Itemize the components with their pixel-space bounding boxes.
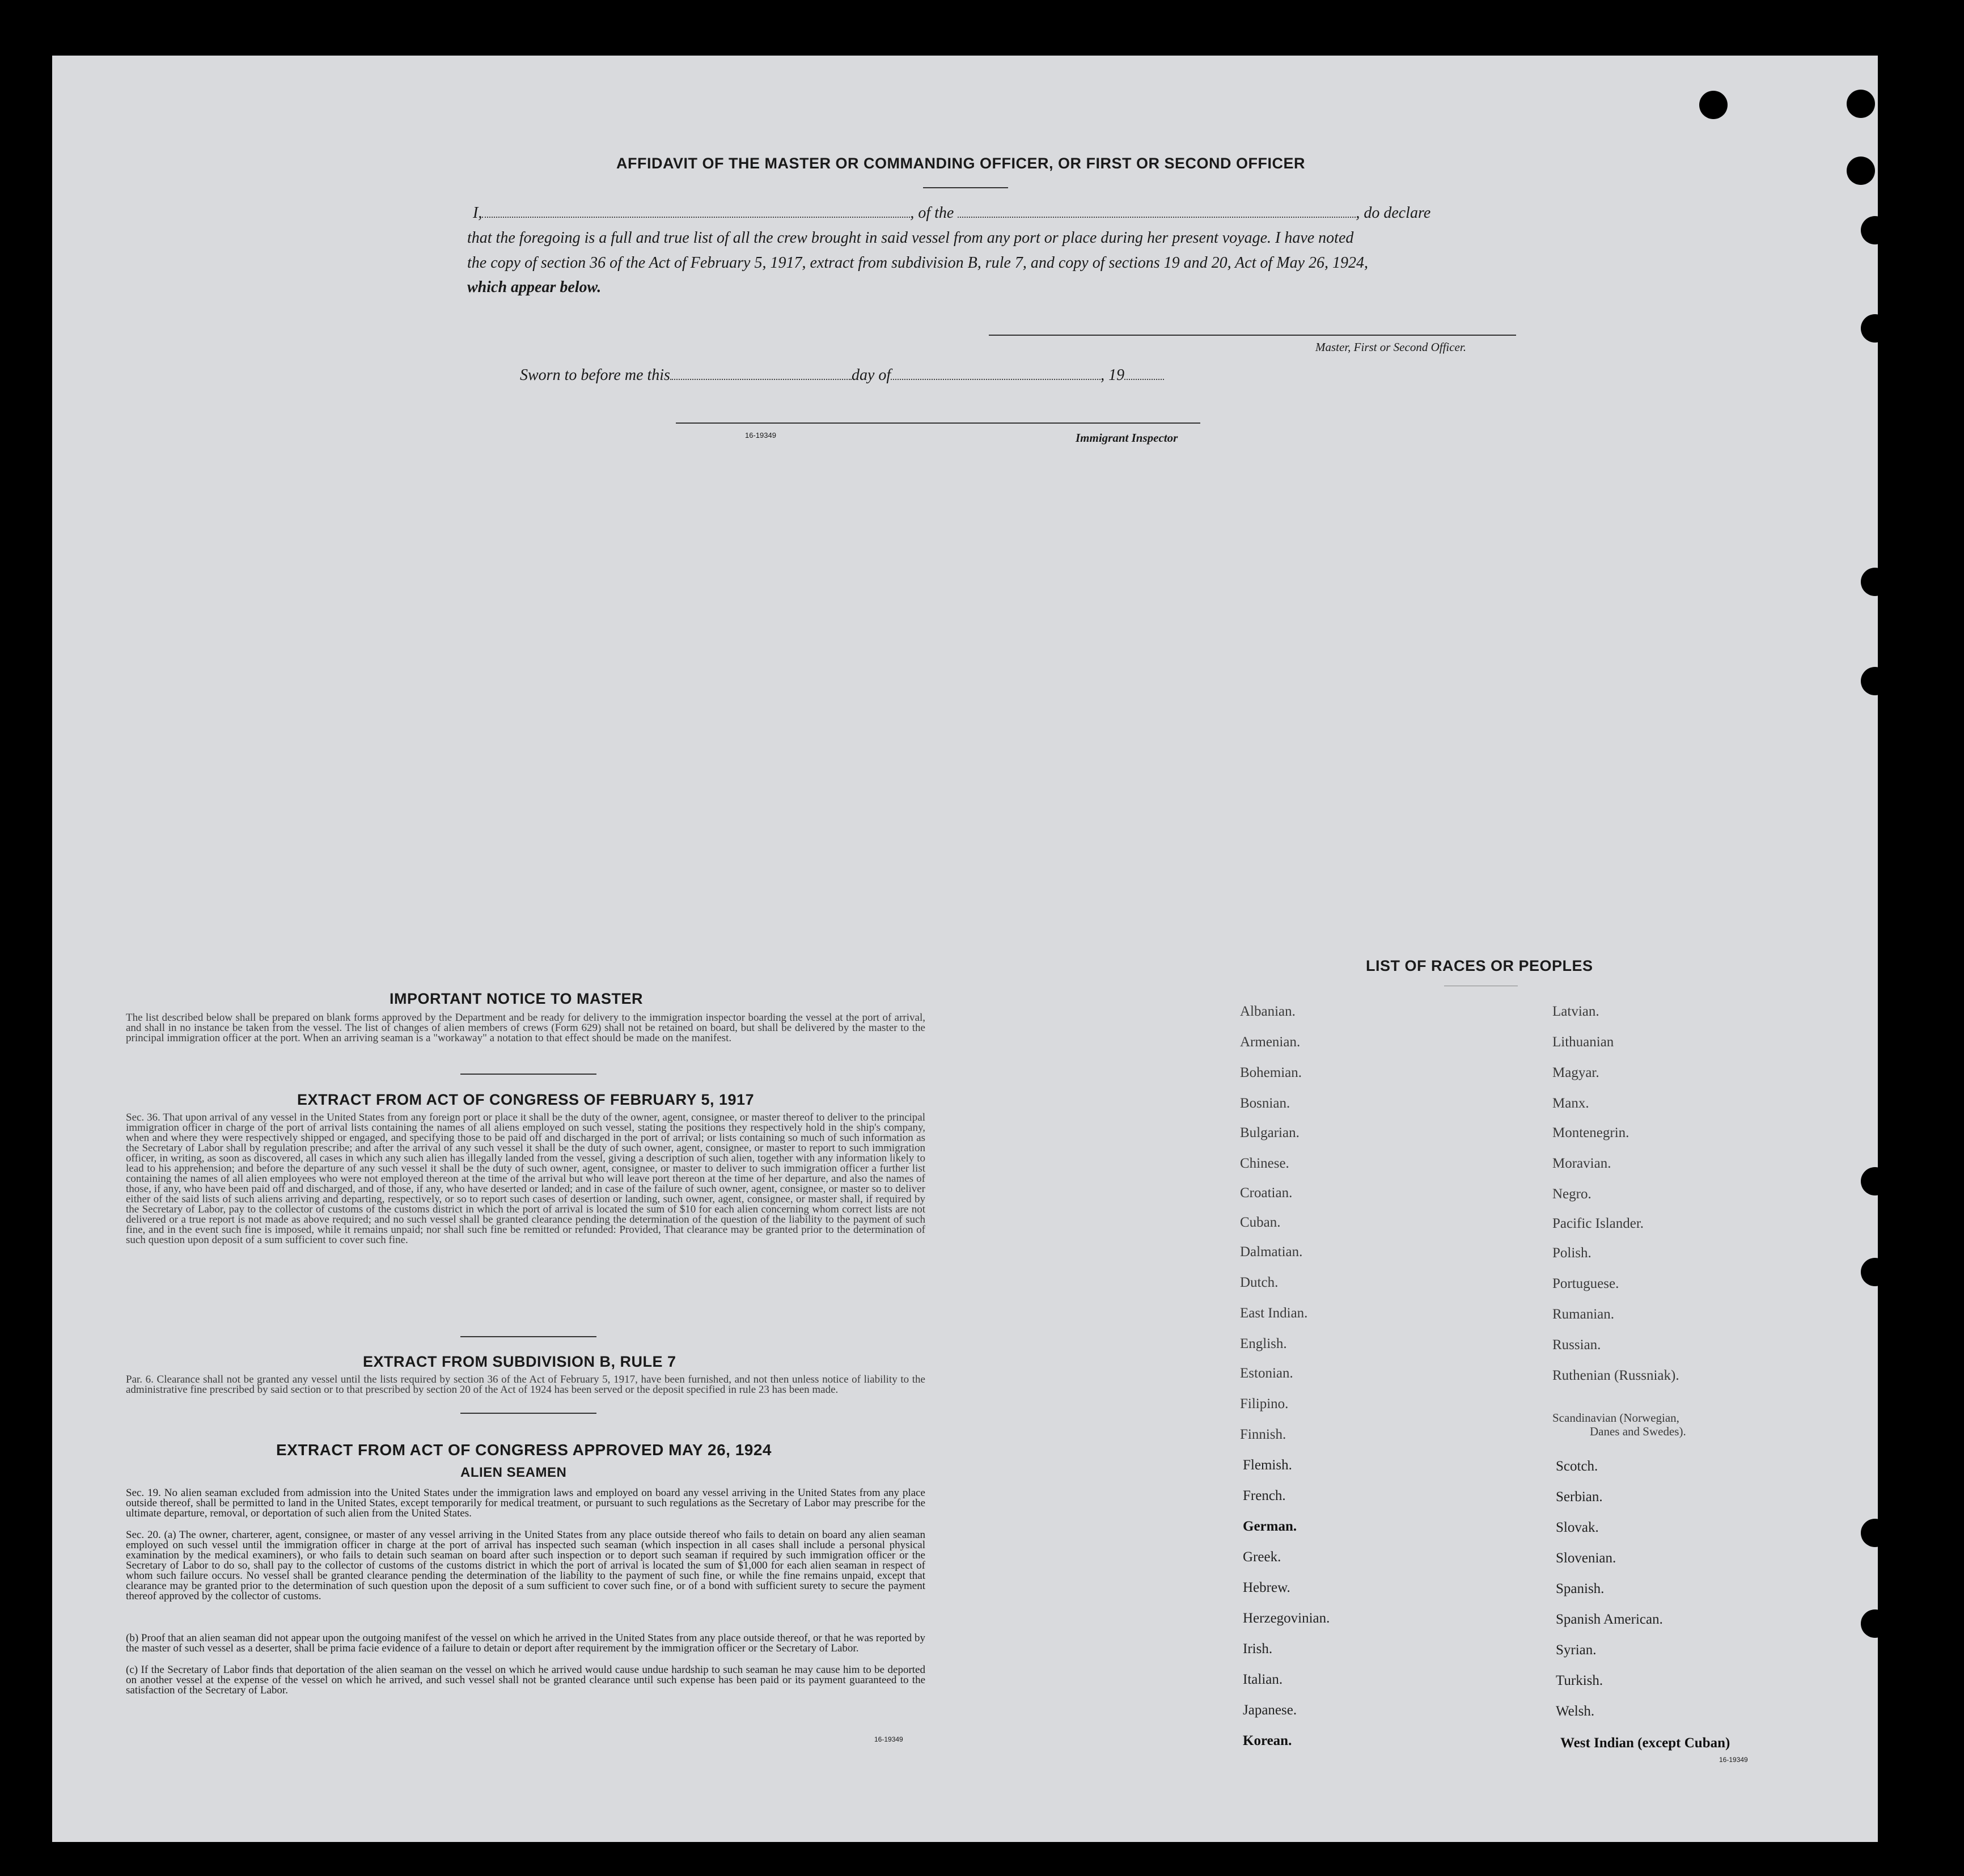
of-the-text: , of the — [910, 204, 954, 222]
race-item: Bulgarian. — [1240, 1125, 1300, 1140]
declarant-name-field[interactable] — [482, 214, 910, 218]
vessel-name-field[interactable] — [958, 214, 1356, 218]
punch-hole — [1861, 568, 1889, 596]
form-number-bottom-left: 16-19349 — [874, 1735, 903, 1743]
race-item: Bosnian. — [1240, 1096, 1290, 1111]
race-item: Slovak. — [1556, 1520, 1599, 1535]
punch-hole — [1861, 667, 1889, 695]
race-item: Irish. — [1243, 1641, 1273, 1657]
race-item: Portuguese. — [1552, 1276, 1619, 1291]
title-underline — [923, 187, 1008, 188]
race-item: Ruthenian (Russniak). — [1552, 1368, 1679, 1383]
race-item: Estonian. — [1240, 1366, 1293, 1381]
race-item: Welsh. — [1556, 1704, 1595, 1719]
signature-line[interactable] — [989, 335, 1516, 336]
race-item-continuation: Danes and Swedes). — [1590, 1425, 1686, 1438]
race-item: Pacific Islander. — [1552, 1216, 1644, 1231]
race-item: Hebrew. — [1243, 1580, 1290, 1595]
punch-hole — [1847, 90, 1875, 118]
notice-title: IMPORTANT NOTICE TO MASTER — [390, 990, 643, 1007]
sec20b-text: (b) Proof that an alien seaman did not appear upon the outgoing manifest of the vessel on which he arrived in the United States from any place outside thereof, or that he was reported by the master of such vessel as a deserter, shall be prima facie evidence of a failure to detain or deport after requirement by the immigration officer or the Secretary of Labor. — [126, 1633, 925, 1654]
race-item: Manx. — [1552, 1096, 1589, 1111]
race-item: Scotch. — [1556, 1459, 1598, 1474]
sec19-text: Sec. 19. No alien seaman excluded from admission into the United States under the immigration laws and employed on board any vessel arriving in the United States from any place outside thereof, shall be permitted to land in the United States, except temporarily for medical treatment, or pursuant to such regulations as the Secretary of Labor may prescribe for the ultimate departure, removal, or deportation of such alien from the United States. — [126, 1488, 925, 1519]
race-item: Dalmatian. — [1240, 1244, 1303, 1260]
sworn-line — [520, 366, 1164, 385]
extract-1924-subtitle: ALIEN SEAMEN — [460, 1465, 567, 1480]
race-item: Filipino. — [1240, 1396, 1289, 1412]
race-item: Italian. — [1243, 1672, 1283, 1687]
race-item: Magyar. — [1552, 1065, 1599, 1080]
day-of-text: day of — [851, 366, 891, 384]
race-item: Montenegrin. — [1552, 1125, 1629, 1140]
race-item: Serbian. — [1556, 1489, 1603, 1505]
form-number-bottom-right: 16-19349 — [1719, 1756, 1748, 1764]
punch-hole — [1861, 314, 1889, 343]
punch-hole — [1847, 157, 1875, 185]
sworn-month-field[interactable] — [891, 377, 1100, 380]
section-divider — [460, 1074, 596, 1075]
extract-1917-title: EXTRACT FROM ACT OF CONGRESS OF FEBRUARY 5, 1917 — [297, 1091, 755, 1108]
sworn-year-field[interactable] — [1124, 377, 1164, 380]
race-item: Lithuanian — [1552, 1034, 1614, 1050]
race-item: Spanish American. — [1556, 1612, 1663, 1627]
race-item: Albanian. — [1240, 1004, 1296, 1019]
race-item: Chinese. — [1240, 1156, 1289, 1171]
punch-hole — [1699, 91, 1728, 119]
race-item: English. — [1240, 1336, 1287, 1351]
race-item: Bohemian. — [1240, 1065, 1302, 1080]
punch-hole — [1861, 1519, 1889, 1547]
notice-text: The list described below shall be prepared on blank forms approved by the Department and be ready for delivery to the immigration inspector boarding the vessel at the port of arrival, and shall in no instance be taken from the vessel. The list of changes of alien members of crews (Form 629) shall not be retained on board, but shall be delivered by the master to the principal immigration officer at the port. When an arriving seaman is a "workaway" a notation to that effect should be made on the manifest. — [126, 1013, 925, 1044]
race-item: Dutch. — [1240, 1275, 1279, 1290]
race-item: Japanese. — [1243, 1702, 1297, 1718]
sworn-prefix: Sworn to before me this — [520, 366, 670, 384]
form-number-top: 16-19349 — [745, 431, 776, 440]
i-prefix: I, — [473, 204, 482, 222]
race-item: Croatian. — [1240, 1185, 1293, 1201]
race-item: Turkish. — [1556, 1673, 1603, 1688]
races-title: LIST OF RACES OR PEOPLES — [1366, 957, 1593, 974]
affidavit-title: AFFIDAVIT OF THE MASTER OR COMMANDING OFFICER, OR FIRST OR SECOND OFFICER — [616, 155, 1305, 172]
punch-hole — [1861, 1609, 1889, 1638]
signature-caption: Master, First or Second Officer. — [1315, 340, 1466, 354]
document-sheet — [52, 56, 1878, 1842]
affidavit-body-line-1: that the foregoing is a full and true list of all the crew brought in said vessel from any port or place during her present voyage. I have noted — [467, 229, 1354, 247]
extract-1924-title: EXTRACT FROM ACT OF CONGRESS APPROVED MAY 26, 1924 — [276, 1441, 772, 1459]
affidavit-body-line-2: the copy of section 36 of the Act of February 5, 1917, extract from subdivision B, rule 7, and copy of sections 19 and 20, Act of May 26, 1924, — [467, 254, 1369, 272]
section-divider — [460, 1413, 596, 1414]
declarant-line — [473, 204, 1430, 222]
race-item: Spanish. — [1556, 1581, 1605, 1596]
race-item: Moravian. — [1552, 1156, 1611, 1171]
race-item: Slovenian. — [1556, 1550, 1616, 1566]
inspector-signature-line[interactable] — [676, 422, 1200, 424]
extract-1917-text: Sec. 36. That upon arrival of any vessel in the United States from any foreign port or place it shall be the duty of the owner, agent, consignee, or master thereof to deliver to the principal immigration officer in charge of the port of arrival lists containing the names of all aliens employed on such vessel, stating the positions they respectively hold in the ship's company, when and where they were respectively shipped or engaged, and specifying those to be paid off and discharged in the port of arrival; or lists containing so much of such information as the Secretary of Labor shall by regulation prescribe; and after the arrival of any such vessel it shall be the duty of such owner, agent, consignee, or master to report to such immigration officer, in writing, as soon as discovered, all cases in which any such alien has illegally landed from the vessel, giving a description of such alien, together with any information likely to lead to his apprehension; and before the departure of any such vessel it shall be the duty of such owner, agent, consignee, or master to deliver to such immigration officer a further list containing the names of all alien employees who were not employed thereon at the time of the arrival but who will leave port thereon at the time of her departure, and also the names of those, if any, who have been paid off and discharged, and of those, if any, who have deserted or landed; and in case of the failure of such owner, agent, consignee, or master so to deliver either of the said lists of such aliens arriving and departing, respectively, or so to report such cases of desertion or landing, such owner, agent, consignee, or master shall, if required by the Secretary of Labor, pay to the collector of customs of the customs district in which the port of arrival is located the sum of $10 for each alien concerning whom correct lists are not delivered or a true report is not made as above required; and no such vessel shall be granted clearance pending the determination of the question of the liability to the payment of such fine, and in the event such fine is imposed, while it remains unpaid; nor shall such fine be remitted or refunded: Provided, That clearance may be granted prior to the determination of such question upon deposit of a sum sufficient to cover such fine. — [126, 1113, 925, 1246]
race-item: Korean. — [1243, 1733, 1292, 1748]
race-item: Syrian. — [1556, 1642, 1597, 1658]
race-item: East Indian. — [1240, 1305, 1308, 1321]
section-divider — [460, 1336, 596, 1337]
sworn-day-field[interactable] — [670, 377, 852, 380]
race-item: French. — [1243, 1488, 1286, 1503]
rule7-text: Par. 6. Clearance shall not be granted any vessel until the lists required by section 36 of the Act of February 5, 1917, have been furnished, and not then unless notice of liability to the administrative fine prescribed by said section or to that prescribed by section 20 of the Act of 1924 has been served or the deposit specified in rule 23 has been made. — [126, 1375, 925, 1396]
race-item: Rumanian. — [1552, 1307, 1615, 1322]
race-item: Herzegovinian. — [1243, 1611, 1330, 1626]
race-item: Cuban. — [1240, 1215, 1281, 1230]
punch-hole — [1861, 216, 1889, 244]
affidavit-body-line-3: which appear below. — [467, 278, 602, 296]
race-item: Greek. — [1243, 1549, 1281, 1565]
race-item: Polish. — [1552, 1245, 1591, 1261]
year-prefix: , 19 — [1100, 366, 1125, 384]
inspector-caption: Immigrant Inspector — [1076, 431, 1178, 445]
rule7-title: EXTRACT FROM SUBDIVISION B, RULE 7 — [363, 1353, 676, 1370]
punch-hole — [1861, 1258, 1889, 1286]
race-item: German. — [1243, 1519, 1297, 1534]
sec20c-text: (c) If the Secretary of Labor finds that deportation of the alien seaman on the vessel on which he arrived would cause undue hardship to such seaman he may cause him to be deported on another vessel at the expense of the vessel on which he arrived, and such vessel shall not be granted clearance until such expense has been paid or its payment guaranteed to the satisfaction of the Secretary of Labor. — [126, 1665, 925, 1696]
do-declare-text: , do declare — [1356, 204, 1431, 222]
race-item: Finnish. — [1240, 1427, 1286, 1442]
sec20a-text: Sec. 20. (a) The owner, charterer, agent, consignee, or master of any vessel arriving in the United States from any place outside thereof who fails to detain on board any alien seaman employed on such vessel until the immigration officer in charge at the port of arrival has inspected such seaman (which inspection in all cases shall include a personal physical examination by the medical examiners), or who fails to detain such seaman on board after such inspection or to deport such seaman if required by such immigration officer or the Secretary of Labor to do so, shall pay to the collector of customs of the customs district in which the port of arrival is located the sum of $1,000 for each alien seaman in respect of whom such failure occurs. No vessel shall be granted clearance pending the determination of the liability to the payment of such fine, or while the fine remains unpaid, except that clearance may be granted prior to the determination of such question upon the deposit of a sum sufficient to cover such fine, or of a bond with sufficient surety to secure the payment thereof approved by the collector of customs. — [126, 1530, 925, 1602]
race-item: Scandinavian (Norwegian, — [1552, 1411, 1679, 1425]
punch-hole — [1861, 1167, 1889, 1195]
race-item: Flemish. — [1243, 1457, 1292, 1473]
race-item: Latvian. — [1552, 1004, 1599, 1019]
race-item: Armenian. — [1240, 1034, 1301, 1050]
race-item: West Indian (except Cuban) — [1560, 1735, 1730, 1751]
race-item: Russian. — [1552, 1337, 1601, 1353]
race-item: Negro. — [1552, 1186, 1591, 1202]
